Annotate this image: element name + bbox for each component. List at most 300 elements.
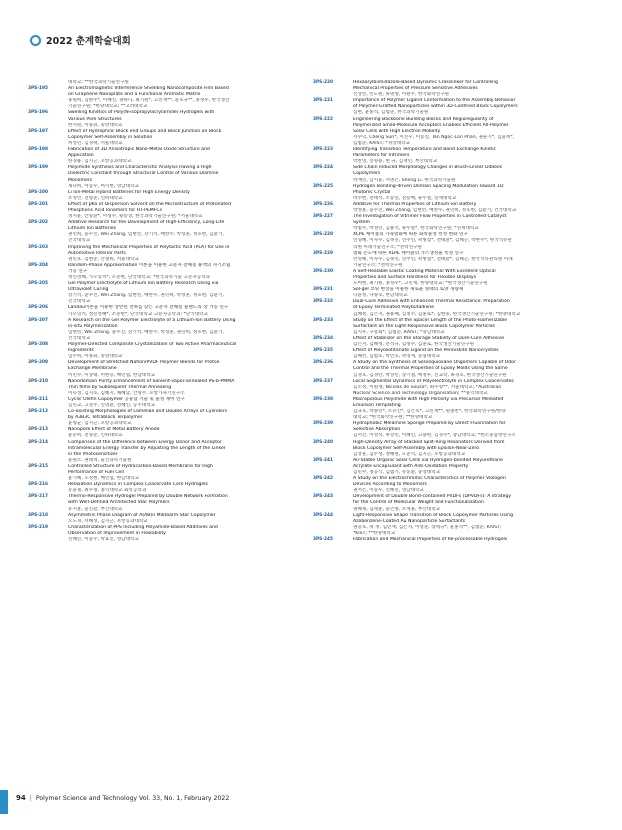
entry-body: [68, 263, 293, 281]
poster-code: 3PS-204: [28, 262, 48, 268]
entry-title-line: Hydrogen Bonding-driven Domain Spacing Modulation Toward 1D: [353, 183, 504, 189]
abstract-entry: [313, 421, 578, 439]
entry-title-line: Study on the Effect of the Spacer Length of the Photo-Isomerizable: [353, 317, 508, 323]
entry-body: [68, 342, 293, 360]
entry-body: [68, 305, 293, 317]
abstract-entry: [28, 86, 293, 110]
entry-title-line: Effect of pKa of Dispersion Solvent on the Microstructure of Protonated: [68, 201, 231, 207]
entry-title-line: Hydrophobic Melamine Sponge Prepared by Direct Fluorination for: [353, 421, 506, 427]
entry-title-line: Nanopore Effect of Metal Battery Anode: [68, 427, 160, 433]
entry-title-line: Automotive Interior Parts: [68, 250, 126, 256]
abstract-entry: [28, 525, 293, 543]
poster-code: 3PS-219: [28, 524, 48, 530]
poster-code: 3PS-197: [28, 128, 48, 134]
entry-title-line: Characterization of PPS Including Polyamide-Based Additives and: [68, 524, 218, 530]
abstract-entry: [313, 269, 578, 287]
entry-body: [353, 287, 578, 299]
entry-title-line: Co-existing Morphologies of Lamellae and Double Arrays of Cylinders: [68, 409, 228, 415]
poster-code: 3PS-202: [28, 220, 48, 226]
entry-body: [353, 80, 578, 98]
entry-title-line: Solar Cells with High Electron Mobility: [353, 128, 441, 134]
entry-title-line: Copolymer Self-Assembly in Solution: [68, 134, 153, 140]
entry-authors-line: 이민수, 이상태, 이현승, 배민섭, 한남대학교: [68, 372, 156, 378]
entry-title-line: in the Photosensitizer: [68, 451, 118, 457]
entry-title-line: Photonic Crystal: [353, 189, 391, 195]
abstract-entry: [28, 342, 293, 360]
entry-title-line: Local Segmental Dynamics of Polyelectrolyte in Complex Coacervates: [353, 378, 514, 384]
entry-body: [353, 232, 578, 250]
poster-code: 3PS-216: [28, 482, 48, 488]
entry-authors-line: 윤준희, 전형준, 인하대학교: [68, 433, 123, 439]
poster-code: 3PS-203: [28, 244, 48, 250]
entry-title-line: Dual-Cure Adhesive with Enhanced Thermal Resistance: Preparation: [353, 299, 510, 305]
entry-title-line: An Electromagnetic Interference Shielding Nanocomposite Film Based: [68, 86, 229, 92]
entry-title-line: Side Chain Induced Morphology Changes in Brush-Linear Diblock: [353, 165, 503, 171]
abstract-entry: [28, 245, 293, 263]
abstract-entry: [313, 379, 578, 397]
entry-body: [353, 440, 578, 458]
entry-authors-line: 윤원소, 권태혁, 울산과학기술원: [68, 457, 132, 463]
entry-title-line: for the Control of Molecular Weight and Functionalization: [353, 500, 484, 506]
page-header: [30, 32, 131, 48]
entry-authors-line: 김소정, 이원재, Nicolas de Souza*, 최수형**, 서울대학교; *Australian: [353, 384, 502, 390]
entry-body: [353, 117, 578, 147]
abstract-entry: [313, 184, 578, 202]
entry-body: [68, 165, 293, 189]
entry-body: [353, 476, 578, 494]
entry-authors-line: 임현빈, Wei Zhang, 윤수진, 강기석, 배완수, 박성훈, 권민희, 정호현, 김환기,: [68, 329, 224, 335]
entry-title-line: Development of Double Bond-contained PVDFs (DPVDFs): A strategy: [353, 494, 512, 500]
abstract-entry: [313, 336, 578, 348]
entry-authors-line: 대학교; *한국화학연구원; **한양대학교: [353, 415, 433, 421]
entry-title-line: Gel Polymer Electrolyte of Lithium Ion Battery Research Using via: [68, 281, 219, 287]
entry-title-line: Additive Research for the Development of High-Efficiency, Long-Life: [68, 220, 225, 226]
entry-title-line: Development of Stretched Nafion/PVDF Polymer Blends for Proton: [68, 360, 220, 366]
abstract-entry: [28, 427, 293, 439]
entry-body: [353, 299, 578, 317]
entry-title-line: Azobenzene-Coated Au Nanoparticle Surfactants: [353, 518, 466, 524]
poster-code: 3PS-243: [313, 494, 333, 500]
entry-body: [353, 537, 578, 543]
entry-body: [68, 409, 293, 427]
entry-authors-line: 윤형균, 김지근, 포항공과대학교: [68, 421, 132, 427]
entry-title-line: Exchange Membrane: [68, 366, 117, 372]
entry-body: [353, 165, 578, 183]
entry-title-line: Surfactant on the Light-Responsive Block Copolymer Particles: [353, 323, 495, 329]
poster-code: 3PS-233: [313, 317, 333, 323]
abstract-entry: [28, 263, 293, 281]
abstract-entry: [313, 458, 578, 476]
entry-authors-line: 박수현, 전태석, 조승연, 전승배, 류두열, 연세대학교: [353, 195, 457, 201]
entry-authors-line: 가오밍커, 정신영혜*, 조준현*, 단국대학교 고분자공학과; *단국대학교: [68, 311, 208, 317]
abstract-entry: [28, 305, 293, 317]
entry-authors-line: 리원 미래기술연구소; *전력연구원: [353, 244, 422, 250]
poster-code: 3PS-221: [313, 98, 333, 104]
abstract-entry: [313, 360, 578, 378]
entry-title-line: Observation of Improvement in Flowability: [68, 530, 166, 536]
entry-authors-line: 김경호, 김경탄, 박상민, 장기철, 백정우, 신교학, 최경호, 한국생산기술연구원: [353, 372, 507, 378]
footer-separator: |: [29, 794, 32, 802]
entry-authors-line: 서수덕, Cheng Sun*, 이진우, 이승진, Tan Ngoc-Lan Phan, 권순기*, 김윤희*,: [353, 134, 515, 140]
entry-title-line: Nanodomain Purity Enhancement of Solvent-vapor-annealed PS-b-PMMA: [68, 378, 235, 384]
entry-body: [68, 190, 293, 202]
entry-title-line: Intramolecular Energy Transfer by Adjusting the Length of the Linker: [68, 445, 226, 451]
abstract-entry: [313, 202, 578, 214]
abstract-entry: [313, 80, 578, 98]
entry-title-line: System: [353, 220, 371, 226]
entry-authors-line: 권서은, 이승우, 신혜민, 영남대학교: [353, 488, 424, 494]
poster-code: 3PS-231: [313, 287, 333, 293]
entry-title-line: Comparison of the Difference between Energy Donor and Acceptor: [68, 439, 222, 445]
abstract-entry: [313, 232, 578, 250]
entry-body: [353, 202, 578, 214]
entry-title-line: Ultraviolet Curing: [68, 287, 109, 293]
entry-title-line: of Epoxy Terminated Polybutadiene: [353, 305, 435, 311]
entry-title-line: Identifying Transition Temperature and Bond Exchange Kinetic: [353, 147, 497, 153]
entry-title-line: Importance of Polymer Ligand Conformation to the Assembly Behavior: [353, 98, 516, 104]
entry-body: [353, 397, 578, 421]
left-column: [28, 80, 293, 543]
entry-body: [68, 440, 293, 464]
abstract-entry: [28, 513, 293, 525]
journal-citation: Polymer Science and Technology Vol. 33, No. 1, February 2022: [35, 794, 230, 802]
entry-authors-line: 권민희, 윤수진, Wei Zhang, 임현빈, 강기석, 배완수, 박성훈, 정호현, 김환기,: [68, 232, 224, 238]
poster-code: 3PS-213: [28, 427, 48, 433]
entry-authors-line: Nuclear Science and Technology Organisation; **홍익대학교: [353, 390, 488, 396]
entry-title-line: Ingredients: [68, 348, 94, 354]
entry-title-line: Performance of Fuel Cell: [68, 470, 124, 475]
entry-authors-line: 권혜제, 김세훈, 윤인명, 조계용, 부산대학교: [353, 506, 441, 512]
poster-code: 3PS-210: [28, 378, 48, 384]
entry-title-line: Relaxation Dynamics in Complex Coacervate Core Hydrogels: [68, 482, 208, 488]
entry-body: [68, 220, 293, 244]
poster-code: 3PS-228: [313, 232, 333, 238]
poster-code: 3PS-199: [28, 165, 48, 171]
entry-authors-line: 권민호, 김현준, 안철희, 서울대학교: [68, 256, 139, 262]
poster-code: 3PS-223: [313, 147, 333, 153]
poster-code: 3PS-242: [313, 476, 333, 482]
entry-body: [353, 494, 578, 512]
entry-title-line: Controlled Structure of Hydrocarbon-Based Membrane for High: [68, 463, 213, 469]
poster-code: 3PS-230: [313, 268, 333, 274]
entry-title-line: 열화 온도에 따른 XLPE 케이블의 가스생성물 특성 연구: [353, 250, 464, 256]
entry-title-line: XLPE 케이블의 가속열화에 따른 화학물성 특성 변화 연구: [353, 232, 468, 238]
entry-title-line: A Study on the Electrochromic Characteristics of Polymer Viologen: [353, 476, 506, 482]
entry-body: [353, 147, 578, 165]
poster-code: 3PS-232: [313, 299, 333, 305]
poster-code: 3PS-235: [313, 348, 333, 354]
abstract-entry: [313, 537, 578, 543]
entry-authors-line: 박찬영, 송형용, 현 규, 김재민, 부산대학교: [353, 159, 438, 165]
entry-title-line: 거동 연구: [68, 268, 88, 274]
entry-title-line: Mechanical Properties of Pressure Sensitive Adhesives: [353, 86, 478, 92]
entry-title-line: Monomers: [68, 177, 93, 183]
abstract-entry: [313, 513, 578, 537]
entry-authors-line: 윤기혜, 노정현, 배민섭, 한남대학교: [68, 476, 139, 482]
entry-authors-line: 허성민, 김경택, 서울대학교: [68, 140, 123, 146]
entry-body: [353, 98, 578, 116]
entry-authors-line: 이유성, 김지호, 김혜지, 채혜남, 안형주, 포항가속기연구소: [68, 390, 185, 396]
entry-authors-line: 한지원, 이종휘, 중앙대학교: [68, 122, 123, 128]
entry-authors-line: 노여현, 최기원, 홍성우*, 고민재, 한양대학교; *한국생산기술연구원: [353, 281, 488, 287]
entry-authors-line: 김혜정, 김은지, 권용혜, 김정수, 김훈로*, 김현중, 한국생산기술연구원; *한양대학교: [353, 311, 521, 317]
abstract-entry: [28, 360, 293, 378]
entry-body: [353, 348, 578, 360]
poster-code: 3PS-198: [28, 147, 48, 153]
footer-text: [16, 794, 229, 802]
abstract-entry: [313, 348, 578, 360]
entry-authors-line: 김지우, 구강회*, 김범준, KAIST; *충남대학교: [353, 329, 445, 335]
entry-body: [68, 110, 293, 128]
entry-title-line: Effect of Polyoxotitanate Ligand on the Perovskite Nanocrystals: [353, 348, 499, 354]
poster-code: 3PS-215: [28, 463, 48, 469]
abstract-entry: [28, 110, 293, 128]
poster-code: 3PS-244: [313, 512, 333, 518]
entry-title-line: Additive for Thermal Properties of Lithium-ion Battery: [353, 201, 477, 207]
poster-code: 3PS-229: [313, 250, 333, 256]
entry-authors-line: 김민수, 정응식, 김범기, 유동환, 중앙대학교: [353, 470, 441, 475]
entry-body: [68, 129, 293, 147]
continuation-line: 대학교; **한국과학기술연구원: [68, 80, 129, 85]
entry-body: [353, 360, 578, 378]
abstract-entry: [313, 98, 578, 116]
poster-code: 3PS-224: [313, 165, 333, 171]
abstract-entry: [28, 379, 293, 397]
entry-title-line: Engineering Backbone Building Blocks and Regioregularity of: [353, 116, 494, 122]
abstract-entry: [313, 147, 578, 165]
abstract-entry: [28, 482, 293, 494]
poster-code: 3PS-226: [313, 201, 333, 207]
poster-code: 3PS-212: [28, 409, 48, 415]
entry-authors-line: 박성훈, 윤수진, Wei Zhang, 임현빈, 배완수, 권민희, 정호현, 김환기, 건국대학교: [353, 207, 517, 213]
entry-title-line: Devices According to Monomers: [353, 482, 427, 488]
entry-body: [353, 336, 578, 348]
entry-body: [68, 281, 293, 305]
entry-title-line: Control and the Thermal Properties of Epoxy Molds Using the Same: [353, 366, 508, 372]
abstract-entry: [313, 117, 578, 147]
entry-authors-line: 강기석, 윤수진, Wei Zhang, 임현빈, 배완수, 권민희, 박성훈, 정호현, 김환기,: [68, 293, 224, 299]
abstract-entry: [28, 409, 293, 427]
entry-authors-line: 유지훈, 윤진환, 부산대학교: [68, 506, 123, 512]
entry-title-line: A Research on the Gel Polymer Electrolyte of a Lithium-Ion Battery Using: [68, 317, 236, 323]
entry-body: [353, 379, 578, 397]
poster-code: 3PS-200: [28, 189, 48, 195]
entry-title-line: Fabrication and Mechanical Properties of Re-processable Hydrogels: [353, 537, 508, 543]
entry-title-line: Improving the Mechanical Properties of Polylactic Acid (PLA) for Use in: [68, 244, 230, 250]
abstract-entry: [313, 251, 578, 269]
abstract-entry: [28, 440, 293, 464]
entry-body: [353, 318, 578, 336]
poster-code: 3PS-207: [28, 317, 48, 323]
entry-title-line: Copolymers: [353, 171, 381, 177]
page-number: 94: [16, 794, 26, 802]
entry-authors-line: 신상빈, 민도원, 류명향, 이원주, 한국화학연구원: [353, 92, 449, 98]
poster-code: 3PS-218: [28, 512, 48, 518]
abstract-entry: [313, 494, 578, 512]
entry-title-line: Various Pore Structures: [68, 116, 122, 122]
entry-title-line: of Polymer-Grafted Nanoparticles within 3D-Confined Block Copolymers: [353, 104, 518, 110]
entry-authors-line: 민영혜, 이자수, 김목연, 연주민, 곽병섭*, 전태환*, 김혜곤, 한국석유관리원 미래: [353, 256, 513, 262]
abstract-entry: [313, 165, 578, 183]
entry-authors-line: 건국대학교: [68, 299, 91, 305]
abstract-entry: [28, 397, 293, 409]
right-column: [313, 80, 578, 543]
abstract-entry: [313, 440, 578, 458]
circle-bullet-icon: [30, 35, 41, 46]
entry-authors-line: 정신영혜, 가오밍커*, 조준현, 단국대학교; *한국과학기술 고분자공학과: [68, 275, 211, 280]
entry-title-line: with Well-Defined Architected Star Polymers: [68, 500, 170, 506]
poster-code: 3PS-209: [28, 360, 48, 366]
entry-title-line: Block Copolymer Self-Assembly with Epsilon-Near-Zero: [353, 445, 480, 451]
poster-code: 3PS-205: [28, 281, 48, 287]
entry-title-line: Emulsion Templating: [353, 402, 401, 408]
entry-title-line: by A3B3C Tetrablock Terpolymer: [68, 415, 143, 421]
entry-authors-line: 홍원희, 김현주*, 이혜진, 권하나, 최기원*, 고민재**, 윤호규**, 홍성우, 한국생산: [68, 98, 230, 104]
abstract-entry: [28, 165, 293, 189]
entry-authors-line: 오도경, 서혜성, 김지근, 포항공과대학교: [68, 518, 148, 524]
entry-title-line: Acrylate Encapsulant with Anti-Oxidation Property: [353, 463, 469, 469]
entry-title-line: Lithium Ion Batteries: [68, 226, 116, 232]
entry-body: [68, 202, 293, 220]
conference-title: 2022 춘계학술대회: [46, 36, 131, 47]
abstract-entry: [28, 494, 293, 512]
poster-code: 3PS-220: [313, 80, 333, 85]
entry-authors-line: 조성민, 전형준, 인하대학교: [68, 195, 123, 201]
entry-title-line: Fabrication of 3D Anisotropic Nano-Metal Oxide Structure and: [68, 147, 210, 153]
entry-body: [353, 513, 578, 537]
abstract-entry: [28, 190, 293, 202]
poster-code: 3PS-237: [313, 378, 333, 384]
entry-authors-line: 심현, 윤홍석, 김범준, 한국과학기술원: [353, 110, 429, 116]
entry-authors-line: 건국대학교: [68, 335, 91, 341]
entry-authors-line: 김은지, 김혜정, 문석규, 김정수, 김훈로, 한국생산기술연구원: [353, 342, 475, 348]
entry-title-line: Hexaarylbiimidazole-Based Dynamic Crosslinker for Controlling: [353, 80, 498, 85]
abstract-entry: [28, 318, 293, 342]
entry-authors-line: 정지윤, 안형환*, 이성수, 황승상, 한국과학기술연구원; *서울대학교: [68, 214, 203, 220]
entry-authors-line: 임주희, 이종휘, 중앙대학교: [68, 354, 123, 360]
entry-title-line: Polymerized Small-Molecule Acceptors Enables Efficient All-Polymer: [353, 122, 509, 128]
entry-title-line: Thermo-Responsive Hydrogel Prepared by Double Network Formation: [68, 494, 228, 500]
poster-code: 3PS-222: [313, 116, 333, 122]
entry-title-line: Dielectric Constant through Structural Control of Various Diamine: [68, 171, 219, 177]
entry-authors-line: 나윤정, 나양호, 한남대학교: [353, 293, 408, 299]
entry-body: [68, 513, 293, 525]
entry-title-line: Phosphoric Acid Ionomers for HT-PEMFCs: [68, 207, 162, 213]
poster-code: 3PS-217: [28, 494, 48, 500]
poster-code: 3PS-206: [28, 305, 48, 311]
entry-authors-line: 기술연구소; *전력연구원: [353, 262, 403, 268]
entry-body: [68, 464, 293, 482]
entry-authors-line: 김범준, KAIST; *경상대학교: [353, 140, 410, 146]
entry-title-line: Macroporous Polyimide with High Porosity via Precursor Mediated: [353, 396, 504, 402]
entry-title-line: A Self-Healable Elastic Coating Material With Excellent Optical: [353, 268, 496, 274]
entry-title-line: Thin films by Subsequent Thermal Annealing: [68, 384, 172, 390]
entry-body: [68, 494, 293, 512]
entry-title-line: The Investigation of Vitrimer Flow Properties in Controlled Catalyst: [353, 214, 507, 220]
abstract-entry: [313, 299, 578, 317]
entry-title-line: Sol-gel 코팅 현상을 이용한 새로운 형태의 토양 개량제: [353, 287, 464, 293]
abstract-entry: [313, 318, 578, 336]
entry-title-line: Random-Phase Approximation 이론을 이용한 고분자 전해질 용액의 자기조립: [68, 262, 231, 268]
abstract-entry: [313, 214, 578, 232]
abstract-entry: [28, 147, 293, 165]
poster-code: 3PS-245: [313, 537, 333, 543]
entry-body: [68, 245, 293, 263]
poster-code: 3PS-239: [313, 421, 333, 427]
poster-code: 3PS-196: [28, 110, 48, 116]
entry-title-line: in-situ Polymerization: [68, 323, 118, 329]
entry-authors-line: 박재민, 남지윤, 서명은, Sheng Li, 한국과학기술원: [353, 177, 456, 183]
entry-title-line: Cyclic Olefin Copolymer 공중합 기술 및 물성 제어 연구: [68, 396, 185, 402]
abstract-entry: [28, 281, 293, 305]
entry-title-line: Landau이론을 이용한 상반된 전하를 갖는 고분자 전해질 블렌드의 상 거동 연구: [68, 305, 229, 311]
entry-title-line: Polymer-Directed Composite Crystallization of Two Active Pharmaceutical: [68, 342, 237, 348]
entry-title-line: on Graphene Nanoplate and a Functional Aromatic Matrix: [68, 92, 201, 98]
poster-code: 3PS-236: [313, 360, 333, 366]
entry-authors-line: 유윤철, 최수형, 홍익대학교 화학공학과: [68, 488, 147, 494]
entry-title-line: Air-Stable Organic Solar Cells via Hydrogen-bonded Polyurethane: [353, 457, 503, 463]
entry-title-line: Li Ion-Metal Hybrid Batteries for High Energy Density: [68, 189, 190, 195]
abstract-entry: [28, 464, 293, 482]
entry-authors-line: 민영혜, 이자수, 김목연, 연주민, 곽병섭*, 전태환*, 김혜곤, 박한주*, 한국석유관: [353, 238, 512, 244]
abstract-entry: [28, 220, 293, 244]
abstract-entry: [313, 287, 578, 299]
poster-code: 3PS-211: [28, 396, 48, 402]
entry-body: [353, 269, 578, 287]
poster-code: 3PS-238: [313, 396, 333, 402]
page-footer: [0, 790, 622, 818]
entry-authors-line: 제다희, 이승우, 여지현, 영남대학교: [68, 183, 139, 189]
entry-body: [353, 421, 578, 439]
entry-authors-line: 김상훈, 김두성, 정혜원, 노준석, 김지근, 포항공과대학교: [353, 451, 466, 457]
entry-authors-line: 한경용, 김지근, 포항공과대학교: [68, 159, 132, 165]
entry-authors-line: 김서진, 이영석, 하상민, 이혜린, 고용한, 김경수*, 충남대학교; *한소중합방연구소: [353, 433, 516, 439]
entry-authors-line: 기술연구원; *한양대학교; **고려대학교: [68, 104, 148, 110]
entry-title-line: Swelling Kinetics of Poly(N-isopropylacrylamide) Hydrogels with: [68, 110, 215, 116]
abstract-entry: [28, 202, 293, 220]
poster-code: 3PS-227: [313, 214, 333, 220]
entry-body: [353, 251, 578, 269]
entry-title-line: Parameters for Vitrimers: [353, 153, 410, 159]
entry-body: [353, 214, 578, 232]
entry-authors-line: 박범수, 박성민, 김용석, 류두열*, 한국화학연구원; *연세대학교: [353, 226, 479, 232]
entry-authors-line: 김규호, 박종민*, 소유진*, 김은호*, 고민재**, 원종찬*, 한국화학연구원/한양: [353, 409, 506, 415]
abstract-entry: [313, 476, 578, 494]
entry-title-line: Properties and Surface Hardness for Flexible Displays: [353, 275, 476, 280]
poster-code: 3PS-201: [28, 201, 48, 207]
entry-title-line: Asymmetric Phase Diagram of A(AB)n Miktoarm Star Copolymer: [68, 512, 216, 518]
entry-authors-line: 김민교, 고영주, 신영환, 전혜인, 공주대학교: [68, 402, 156, 408]
entry-title-line: Application: [68, 153, 94, 159]
poster-code: 3PS-240: [313, 439, 333, 445]
entry-title-line: Effect of Hydrophilic Block end Groups and Block Junction on Block: [68, 128, 222, 134]
entry-title-line: Effect of Stabilizer on the Storage Stability of Dure-Cure Adhesive: [353, 335, 505, 341]
footer-accent-bar: [0, 790, 8, 814]
entry-body: [68, 318, 293, 342]
entry-authors-line: 권승호, 쉬 정, 김민재, 김은지, 이영준, 장세규*, 윤홍석**, 김범준, KAIST;: [353, 524, 502, 530]
abstract-entry: [313, 397, 578, 421]
poster-code: 3PS-225: [313, 183, 333, 189]
entry-body: [68, 86, 293, 110]
entry-title-line: Selective Absorption: [353, 427, 401, 433]
entry-authors-line: 신혜민, 이승우, 박효진, 영남대학교: [68, 537, 139, 543]
entry-authors-line: 건국대학교: [68, 238, 91, 244]
entry-body: [68, 147, 293, 165]
entry-body: [68, 379, 293, 397]
entry-body: [68, 397, 293, 409]
entry-body: [68, 525, 293, 543]
abstract-entry: [28, 129, 293, 147]
